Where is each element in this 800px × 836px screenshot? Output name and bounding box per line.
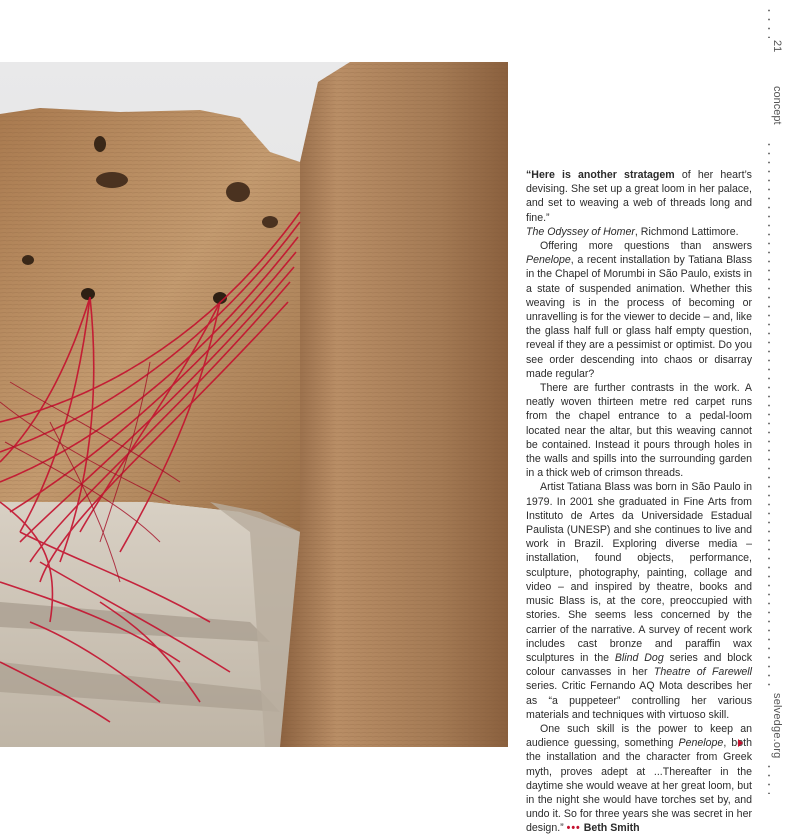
byline-author: Beth Smith [583, 822, 640, 835]
paragraph-3 [526, 480, 752, 721]
margin-dots-top [768, 6, 770, 38]
p3-emphasis-2: Theatre of Farewell [653, 666, 752, 679]
byline-dots: ••• [566, 822, 581, 835]
paragraph-1 [526, 239, 752, 381]
source-author: , Richmond Lattimore. [634, 225, 739, 238]
epigraph-lead: “Here is another stratagem [526, 169, 675, 181]
p3-text-c: series. Critic Fernando AQ Mota describes her as “a puppeteer” controlling her various materials and techniques with virtuoso skill. [526, 680, 752, 721]
epigraph-source [526, 225, 752, 239]
section-label: concept [771, 86, 783, 125]
continue-arrow-icon [738, 739, 743, 747]
p3-text-b: series and block colour canvasses in her [526, 651, 752, 679]
p4-text-b: , both the installation and the character from Greek myth, proves adept at ...Thereafter in the daytime she would weave at her great loom, but in the night she would have torches set by, and undo it. So for three years she was secret in her design.” [526, 737, 752, 835]
site-url: selvedge.org [771, 693, 783, 759]
photo-illustration [0, 62, 508, 747]
margin-dots-bottom [768, 762, 770, 794]
p3-text-a: Artist Tatiana Blass was born in São Paulo in 1979. In 2001 she graduated in Fine Arts from Instituto de Artes da Universidade Estadual Paulista (UNESP) and she continues to live and work in Brazil. Exploring diverse media – installation, found objects, performance, sculpture, photography, painting, collage and video – and inspired by theatre, books and music Blass is, at the core, preoccupied with stories. She seems less concerned by the carrier of the narrative. A survey of recent work includes cast bronze and paraffin wax sculptures in the [526, 481, 752, 664]
p3-emphasis-1: Blind Dog [614, 651, 664, 664]
p4-emphasis: Penelope [678, 737, 724, 750]
p1-text-a: Offering more questions than answers [540, 240, 752, 253]
article-body [526, 168, 752, 836]
paragraph-2: There are further contrasts in the work. A neatly woven thirteen metre red carpet runs from the chapel entrance to a pedal-loom located near the altar, but this weaving cannot be contained. Instead it pours through holes in the walls and spills into the surrounding garden in a thick web of crimson threads. [526, 382, 752, 480]
installation-photo [0, 62, 508, 747]
paragraph-4 [526, 722, 752, 836]
epigraph-text: of her heart’s devising. She set up a great loom in her palace, and set to weaving a web of threads long and fine.” [526, 169, 752, 224]
p4-text-a: One such skill is the power to keep an audience guessing, something [526, 722, 752, 750]
page-number: 21 [771, 40, 783, 53]
epigraph [526, 168, 752, 225]
source-title: The Odyssey of Homer [526, 225, 635, 238]
p1-emphasis: Penelope [526, 254, 571, 267]
margin-dots-mid [768, 140, 770, 688]
p1-text-b: , a recent installation by Tatiana Blass in the Chapel of Morumbi in São Paulo, exists in a state of suspended animation. Whether this weaving is in the process of becoming or unravelling is for the viewer to decide – and, like the glass half full or glass half empty question, reveal if they are a pessimist or optimist. Do you see order descending into chaos or disarray made regular? [526, 254, 752, 380]
